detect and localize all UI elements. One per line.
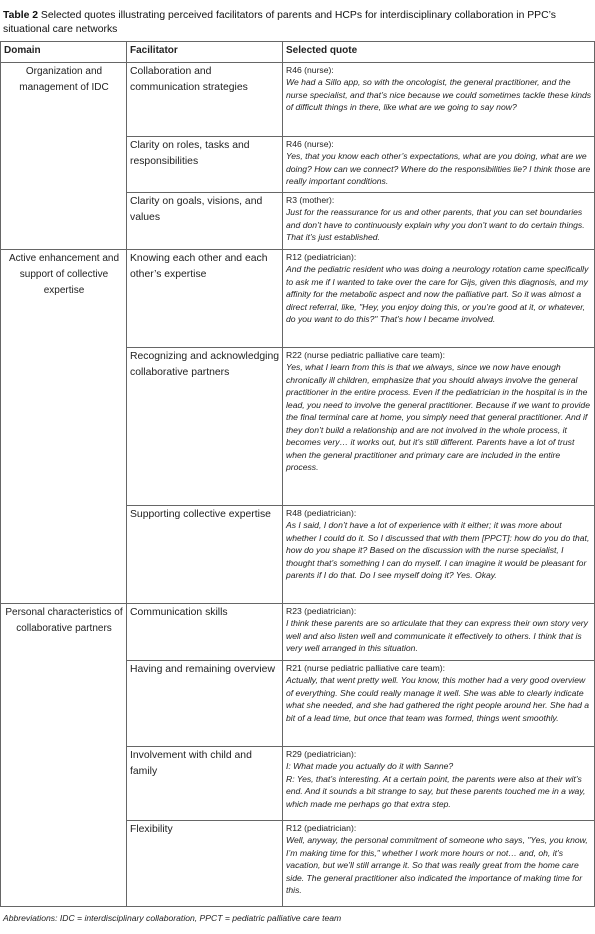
header-quote: Selected quote <box>283 42 595 63</box>
table-row <box>1 63 595 137</box>
quote-source: R3 (mother): <box>286 195 335 205</box>
domain-cell: Active enhancement and support of collective expertise <box>1 250 127 604</box>
quote-source: R22 (nurse pediatric palliative care team): <box>286 350 446 360</box>
domain-cell: Organization and management of IDC <box>1 63 127 250</box>
quote-source: R46 (nurse): <box>286 139 334 149</box>
quote-cell <box>283 193 595 250</box>
quote-cell <box>283 250 595 348</box>
facilitators-table <box>0 41 595 907</box>
facilitator-cell: Having and remaining overview <box>127 661 283 747</box>
quote-source: R21 (nurse pediatric palliative care team): <box>286 663 446 673</box>
table-label: Table 2 <box>3 10 39 21</box>
quote-text: As I said, I don’t have a lot of experience with it either; it was more about whether I could do it. So I discussed that with them [PPCT]: how do you do that, how do you shape it? Based on the discussion with the nurse specialist, I thought that’s something I can do myself. I can imagine it would be pleasant for parents if I do that. Do I see myself doing it? Yes. Okay. <box>286 520 590 581</box>
table-row <box>1 604 595 661</box>
facilitator-cell: Flexibility <box>127 821 283 907</box>
quote-text: I think these parents are so articulate that they can express their own story very well and also listen well and communicate it effectively to others. I think that is very well arranged in this situation. <box>286 618 588 654</box>
quote-text: Just for the reassurance for us and other parents, that you can set boundaries and don’t have to continuously explain why you don’t want to do certain things. That it’s just established. <box>286 207 585 243</box>
facilitator-cell: Clarity on roles, tasks and responsibilities <box>127 137 283 193</box>
header-facilitator: Facilitator <box>127 42 283 63</box>
quote-cell <box>283 604 595 661</box>
quote-source: R12 (pediatrician): <box>286 823 357 833</box>
facilitator-cell: Recognizing and acknowledging collaborative partners <box>127 348 283 506</box>
quote-text: Well, anyway, the personal commitment of someone who says, "Yes, you know, I’m making time for this," whether I work more hours or not… and, oh, it’s vacation, but we’ll still arrange it. So that was really great from the home care side. The general practitioner also indicated the importance of making time for this. <box>286 835 588 896</box>
quote-source: R48 (pediatrician): <box>286 508 357 518</box>
quote-text: Yes, what I learn from this is that we always, since we now have enough chronically ill children, emphasize that you should always involve the general practitioner in the entire process. Even if the pediatrician in the hospital is in the lead, you need to involve the general practitioner. Because if we want to provide the final terminal care at home, you simply need that general practitioner. And if they don’t build a relationship and are not involved in the whole process, it becomes very… it works out, but it’s still different. Parents have a lot of trust when the general practitioner and primary care are included in the entire process. <box>286 362 590 473</box>
facilitator-cell: Collaboration and communication strategies <box>127 63 283 137</box>
quote-text: We had a Sillo app, so with the oncologist, the general practitioner, and the nurse specialist, and that’s nice because we could sometimes tackle these kinds of difficult things in there, like what are we going to say now? <box>286 77 592 113</box>
quote-source: R23 (pediatrician): <box>286 606 357 616</box>
quote-cell <box>283 821 595 907</box>
abbreviations-note: Abbreviations: IDC = interdisciplinary collaboration, PPCT = pediatric palliative care team <box>3 913 342 923</box>
quote-source: R12 (pediatrician): <box>286 252 357 262</box>
facilitator-cell: Communication skills <box>127 604 283 661</box>
quote-question: I: What made you actually do it with Sanne? <box>286 761 454 772</box>
quote-text: And the pediatric resident who was doing a neurology rotation came specifically to ask me if I wanted to take over the care for Gijs, given this diagnosis, and my affinity for the metabolic aspect and now the palliative part. So it was almost a direct referral, like, "Hey, you enjoy doing this, or you’re good at it, or whatever, do you want to do this?" That’s how I became involved. <box>286 264 589 325</box>
facilitator-cell: Supporting collective expertise <box>127 506 283 604</box>
quote-cell <box>283 506 595 604</box>
header-domain: Domain <box>1 42 127 63</box>
table-row <box>1 250 595 348</box>
quote-cell <box>283 137 595 193</box>
quote-text: R: Yes, that’s interesting. At a certain point, the parents were also at their wit’s end. And it sounds a bit strange to say, but these parents touched me in a way, which made me perhaps go that extra step. <box>286 773 586 809</box>
facilitator-cell: Clarity on goals, visions, and values <box>127 193 283 250</box>
quote-cell <box>283 747 595 821</box>
quote-cell <box>283 63 595 137</box>
table-caption <box>3 9 591 37</box>
caption-text: Selected quotes illustrating perceived facilitators of parents and HCPs for interdisciplinary collaboration in PPC’s situational care networks <box>3 10 556 35</box>
domain-cell: Personal characteristics of collaborative partners <box>1 604 127 907</box>
quote-cell <box>283 661 595 747</box>
quote-text: Yes, that you know each other’s expectations, what are you doing, what are we doing? How can we connect? Where do the responsibilities lie? I think those are really important conditions. <box>286 151 591 187</box>
facilitator-cell: Knowing each other and each other’s expertise <box>127 250 283 348</box>
quote-cell <box>283 348 595 506</box>
header-row <box>1 42 595 63</box>
quote-source: R46 (nurse): <box>286 65 334 75</box>
quote-text: Actually, that went pretty well. You know, this mother had a very good overview of everything. She could really manage it well. She was able to clearly indicate what she needed, and she had gathered the right people around her. She had a bit of a lead time, but once that team was formed, things went smoothly. <box>286 675 590 723</box>
facilitator-cell: Involvement with child and family <box>127 747 283 821</box>
quote-source: R29 (pediatrician): <box>286 749 357 759</box>
